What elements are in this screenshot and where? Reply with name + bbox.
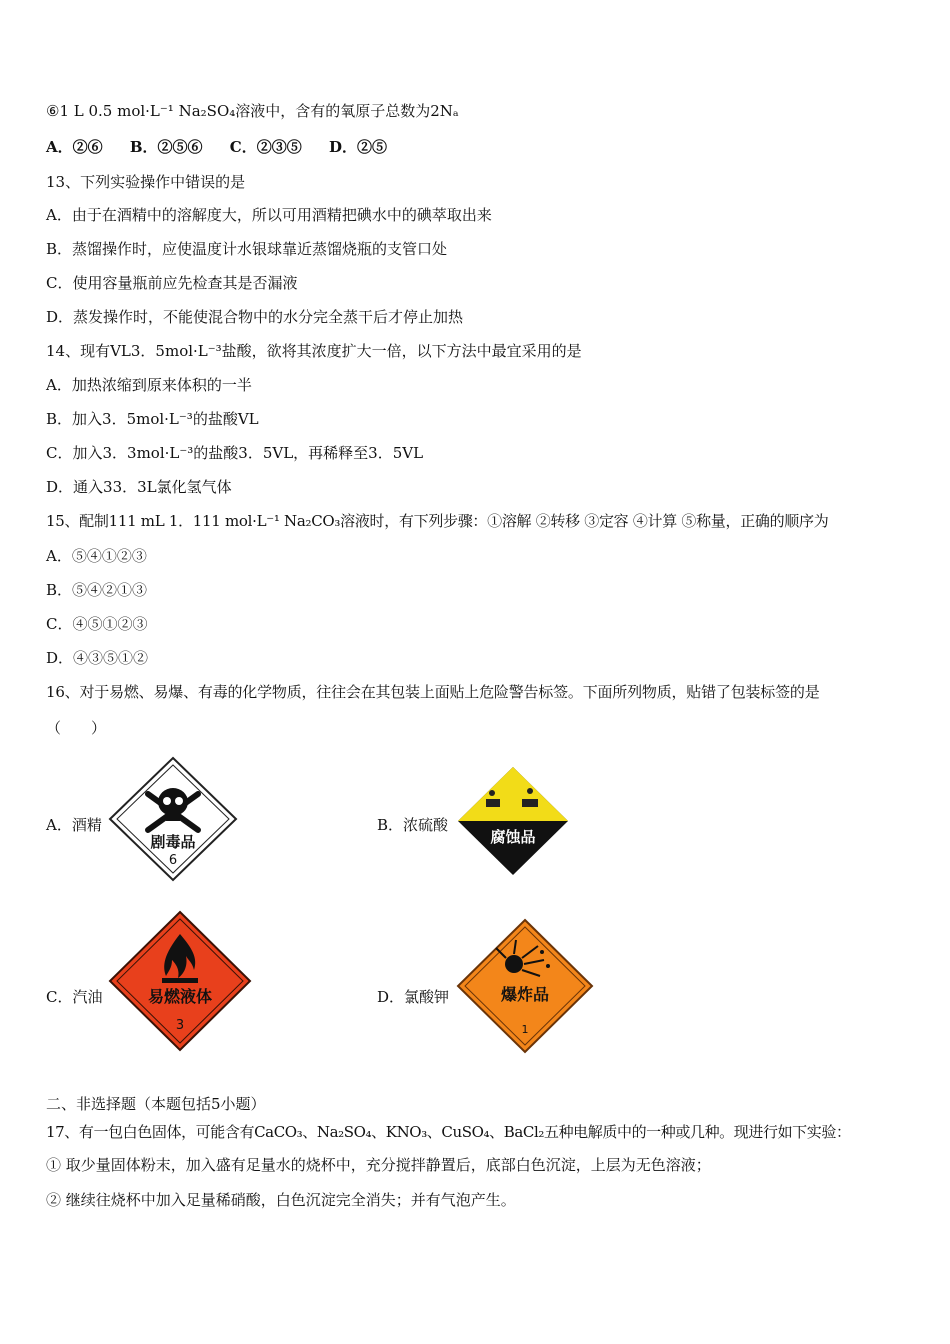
- q16-stem: 16、对于易燃、易爆、有毒的化学物质，往往会在其包装上面贴上危险警告标签。下面所列物质，贴错了包装标签的是: [46, 683, 820, 701]
- q12-option-b: B．②⑤⑥: [129, 138, 203, 156]
- q12-item6: ⑥1 L 0.5 mol·L⁻¹ Na₂SO₄溶液中，含有的氧原子总数为2Nₐ: [46, 102, 459, 120]
- q12-option-c: C．②③⑤: [229, 138, 302, 156]
- toxic-sign-icon: [108, 756, 238, 882]
- q17-step-2: ② 继续往烧杯中加入足量稀硝酸，白色沉淀完全消失；并有气泡产生。: [46, 1191, 516, 1209]
- q16-option-a-label: A．酒精: [46, 816, 102, 834]
- flammable-liquid-sign-number: 3: [175, 1018, 185, 1033]
- corrosive-sign-icon: [456, 765, 570, 877]
- q13-stem: 13、下列实验操作中错误的是: [46, 173, 246, 191]
- q15-option-d: D．④③⑤①②: [46, 649, 149, 667]
- q16-option-c-label: C．汽油: [46, 988, 103, 1006]
- q17-step-1: ① 取少量固体粉末，加入盛有足量水的烧杯中，充分搅拌静置后，底部白色沉淀，上层为无色溶液；: [46, 1156, 711, 1174]
- q16-option-d-label: D．氯酸钾: [377, 988, 450, 1006]
- q15-option-b: B．⑤④②①③: [46, 581, 148, 599]
- corrosive-sign-text: 腐蚀品: [490, 828, 536, 846]
- toxic-sign-text: 剧毒品: [150, 833, 196, 851]
- q12-options: [46, 137, 409, 157]
- q15-option-a: A．⑤④①②③: [46, 547, 147, 565]
- flammable-liquid-sign-text: 易燃液体: [147, 987, 213, 1006]
- explosive-sign-number: 1: [521, 1023, 529, 1036]
- explosive-sign-icon: [456, 918, 594, 1054]
- q14-option-d: D．通入33．3L氯化氢气体: [46, 478, 232, 496]
- q13-option-b: B．蒸馏操作时，应使温度计水银球靠近蒸馏烧瓶的支管口处: [46, 240, 448, 258]
- q16-option-b-label: B．浓硫酸: [377, 816, 449, 834]
- q13-option-c: C．使用容量瓶前应先检查其是否漏液: [46, 274, 298, 292]
- q14-option-b: B．加入3．5mol·L⁻³的盐酸VL: [46, 410, 259, 428]
- section-2-heading: 二、非选择题（本题包括5小题）: [46, 1095, 266, 1113]
- q15-option-c: C．④⑤①②③: [46, 615, 148, 633]
- q12-option-d: D．②⑤: [328, 138, 387, 156]
- q15-stem: 15、配制111 mL 1．111 mol·L⁻¹ Na₂CO₃溶液时，有下列步骤：①溶解 ②转移 ③定容 ④计算 ⑤称量，正确的顺序为: [46, 512, 829, 530]
- explosive-sign-text: 爆炸品: [500, 985, 550, 1004]
- q12-option-a: A．②⑥: [46, 138, 103, 156]
- flammable-liquid-sign-icon: [108, 910, 252, 1052]
- toxic-sign-number: 6: [168, 853, 178, 868]
- q14-option-a: A．加热浓缩到原来体积的一半: [46, 376, 252, 394]
- q13-option-d: D．蒸发操作时，不能使混合物中的水分完全蒸干后才停止加热: [46, 308, 464, 326]
- q16-paren: （ ）: [46, 719, 107, 737]
- q17-stem: 17、有一包白色固体，可能含有CaCO₃、Na₂SO₄、KNO₃、CuSO₄、BaCl₂五种电解质中的一种或几种。现进行如下实验：: [46, 1123, 851, 1141]
- q14-stem: 14、现有VL3．5mol·L⁻³盐酸，欲将其浓度扩大一倍，以下方法中最宜采用的是: [46, 342, 582, 360]
- q14-option-c: C．加入3．3mol·L⁻³的盐酸3．5VL，再稀释至3．5VL: [46, 444, 424, 462]
- q13-option-a: A．由于在酒精中的溶解度大，所以可用酒精把碘水中的碘萃取出来: [46, 206, 492, 224]
